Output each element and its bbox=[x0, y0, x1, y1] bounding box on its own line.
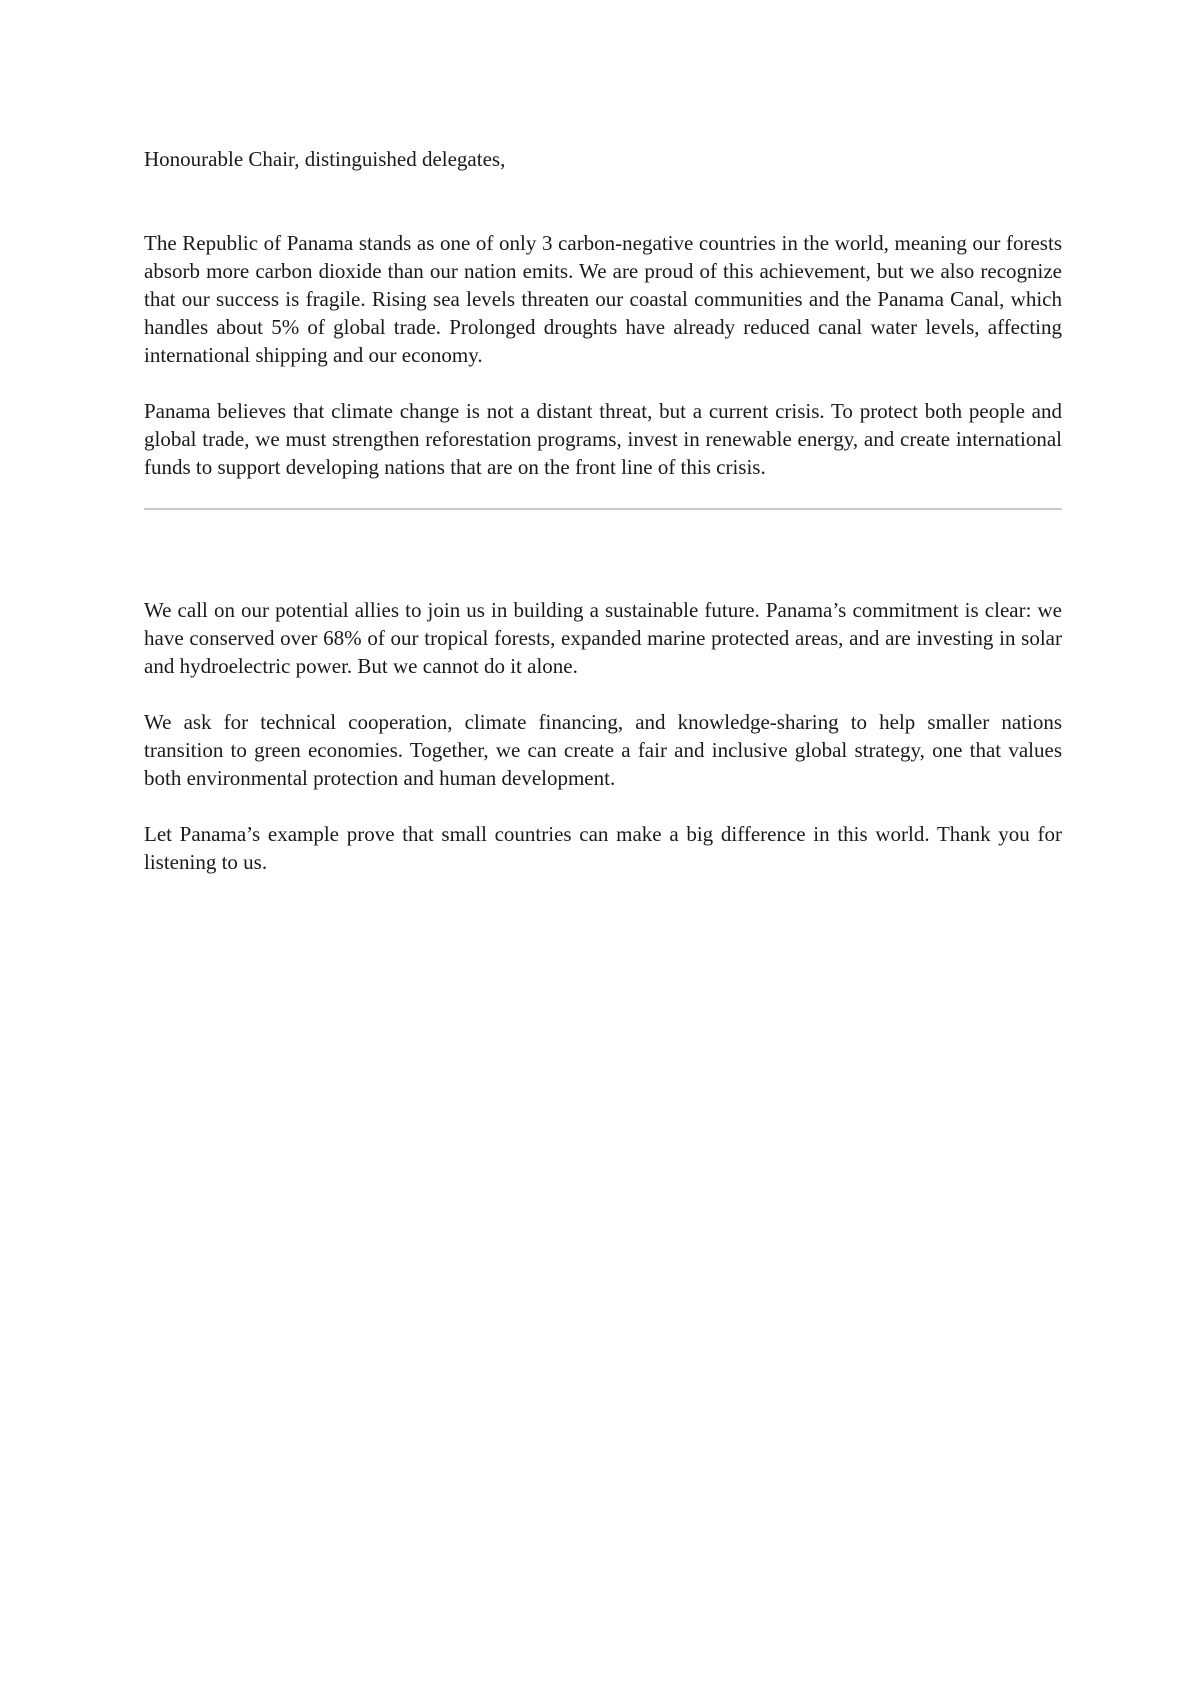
salutation: Honourable Chair, distinguished delegates, bbox=[144, 147, 506, 171]
paragraph-climate-crisis: Panama believes that climate change is not a distant threat, but a current crisis. To protect both people and global trade, we must strengthen reforestation programs, invest in renewable energy, and create international funds to support developing nations that are on the front line of this crisis. bbox=[144, 399, 1062, 479]
document-body bbox=[144, 145, 1062, 904]
paragraph-closing: Let Panama’s example prove that small countries can make a big difference in this world. Thank you for listening to us. bbox=[144, 822, 1062, 874]
paragraph-technical-cooperation: We ask for technical cooperation, climate financing, and knowledge-sharing to help smaller nations transition to green economies. Together, we can create a fair and inclusive global strategy, one that values both environmental protection and human development. bbox=[144, 710, 1062, 790]
paragraph-call-on-allies: We call on our potential allies to join us in building a sustainable future. Panama’s commitment is clear: we have conserved over 68% of our tropical forests, expanded marine protected areas, and are investing in solar and hydroelectric power. But we cannot do it alone. bbox=[144, 598, 1062, 678]
horizontal-divider bbox=[144, 508, 1062, 510]
paragraph-panama-carbon-negative: The Republic of Panama stands as one of only 3 carbon-negative countries in the world, meaning our forests absorb more carbon dioxide than our nation emits. We are proud of this achievement, but we also recognize that our success is fragile. Rising sea levels threaten our coastal communities and the Panama Canal, which handles about 5% of global trade. Prolonged droughts have already reduced canal water levels, affecting international shipping and our economy. bbox=[144, 231, 1062, 367]
